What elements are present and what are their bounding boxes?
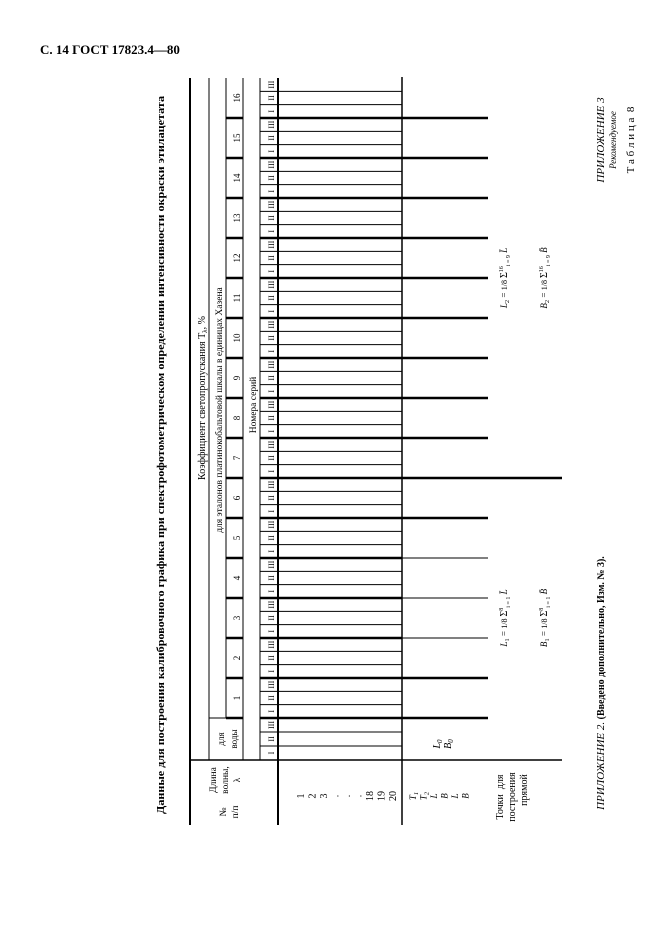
series-label-III: III <box>267 680 276 689</box>
points-label-line3: прямой <box>519 774 530 806</box>
series-label-I: I <box>267 229 276 233</box>
appendix-title: ПРИЛОЖЕНИЕ 3 <box>595 97 607 183</box>
col-num-line2: п/п <box>231 805 241 819</box>
page-header: С. 14 ГОСТ 17823.4—80 <box>40 42 180 57</box>
footnote <box>595 556 607 811</box>
series-label-III: III <box>267 320 276 329</box>
header-water-line1: для <box>216 732 226 746</box>
row-symbol: $T_2$ <box>418 791 431 801</box>
series-label-III: III <box>267 240 276 249</box>
col-wavelength-line2: волны, <box>221 766 231 794</box>
water-value: $B_0$ <box>443 739 455 749</box>
series-label-III: III <box>267 280 276 289</box>
formula: $B_2 = 1/8$ $\Sigma^{16}_{i = 9}$ B̄ <box>539 247 552 309</box>
series-label-II: II <box>267 335 276 341</box>
series-label-III: III <box>267 600 276 609</box>
series-label-I: I <box>267 149 276 153</box>
series-label-III: III <box>267 120 276 129</box>
series-label-II: II <box>267 655 276 661</box>
points-label-line2: построения <box>507 772 518 822</box>
series-label-I: I <box>267 189 276 193</box>
row-symbol: B <box>439 793 450 799</box>
series-label-III: III <box>267 560 276 569</box>
series-label-II: II <box>267 215 276 221</box>
row-symbol: B <box>460 793 471 799</box>
series-label-I: I <box>267 269 276 273</box>
standard-number: 6 <box>232 495 242 501</box>
standard-number: 7 <box>232 455 242 461</box>
row-number: 18 <box>365 791 376 801</box>
col-wavelength-line3: λ <box>233 777 243 783</box>
series-label-II: II <box>267 455 276 461</box>
standard-number: 10 <box>232 333 242 343</box>
row-number: 2 <box>307 793 319 799</box>
col-wavelength-line1: Длина <box>209 767 219 793</box>
series-label-I: I <box>267 709 276 713</box>
row-symbol: $T_1$ <box>408 791 420 801</box>
series-label-III: III <box>267 360 276 369</box>
series-label-III: III <box>267 160 276 169</box>
standard-number: 13 <box>232 213 242 223</box>
series-label-II: II <box>267 535 276 541</box>
standard-number: 11 <box>232 293 242 303</box>
series-label-I: I <box>267 349 276 353</box>
footnote-label: ПРИЛОЖЕНИЕ 2. <box>595 721 607 810</box>
standard-number: 12 <box>232 253 242 263</box>
series-label-III: III <box>267 480 276 489</box>
series-label-II: II <box>267 175 276 181</box>
series-label-III: III <box>267 520 276 529</box>
header-transmittance: Коэффициент светопропускания $T_\lambda$, % <box>197 316 209 480</box>
series-label-II: II <box>267 95 276 101</box>
standard-number: 9 <box>232 375 242 381</box>
series-label-II: II <box>267 695 276 701</box>
row-number: 19 <box>376 791 388 801</box>
standard-number: 3 <box>232 615 242 621</box>
series-label-I: I <box>267 389 276 393</box>
series-label-II: II <box>267 255 276 261</box>
header-series: Номера серий <box>249 376 259 434</box>
series-label-II: II <box>267 495 276 501</box>
water-value: $L_0$ <box>432 739 444 749</box>
header-standards: для эталонов платинокобальтовой шкалы в единицах Хазена <box>215 287 225 533</box>
standard-number: 15 <box>232 133 242 143</box>
table-title: Данные для построения калибровочного графика при спектрофотометрическом определении интенсивности окраски этилацетата <box>156 191 167 814</box>
formula: $L_2 = 1/8$ $\Sigma^{16}_{i = 9}$ L̄ <box>499 247 512 309</box>
row-number: . <box>330 794 342 798</box>
standard-number: 14 <box>232 173 242 183</box>
col-num-line1: № <box>219 807 229 817</box>
appendix-subtitle: Рекомендуемое <box>608 111 618 169</box>
series-label-I: I <box>267 109 276 113</box>
footnote-text: (Введено дополнительно, Изм. № 3). <box>596 556 607 722</box>
series-label-III: III <box>267 440 276 449</box>
row-number: 3 <box>319 793 330 799</box>
series-label-III: III <box>267 400 276 409</box>
series-label-III: III <box>267 200 276 209</box>
row-number: 1 <box>296 793 307 799</box>
standard-number: 16 <box>232 93 242 103</box>
header-water-line2: воды <box>229 729 239 749</box>
series-label-II: II <box>267 135 276 141</box>
series-label-I: I <box>267 549 276 553</box>
standard-number: 8 <box>232 415 242 421</box>
table-label: Т а б л и ц а 8 <box>625 106 637 174</box>
row-number: . <box>342 794 353 798</box>
row-symbol: L <box>429 793 439 799</box>
points-label-line1: Точки для <box>495 774 506 820</box>
row-number: 20 <box>388 791 399 801</box>
series-label-I: I <box>267 509 277 513</box>
series-label-I: I <box>267 589 276 593</box>
series-label-II: II <box>267 375 276 381</box>
series-label-I: I <box>267 469 276 473</box>
series-label-I: I <box>267 669 276 673</box>
standard-number: 4 <box>232 575 242 581</box>
series-label-II: II <box>267 575 276 581</box>
series-label-I: I <box>267 629 276 633</box>
series-label-II: II <box>267 615 276 621</box>
series-label-II: II <box>267 415 276 421</box>
series-label-III: III <box>267 80 276 89</box>
standard-number: 5 <box>232 535 242 541</box>
formula: $L_1 = 1/8$ $\Sigma^8_{i = 1}$ L̄ <box>499 589 512 647</box>
row-symbol: L <box>450 793 460 799</box>
formula: $B_1 = 1/8$ $\Sigma^8_{i = 1}$ B̄ <box>539 588 552 648</box>
water-series-label-II: II <box>267 736 276 742</box>
series-label-I: I <box>267 429 276 433</box>
series-label-I: I <box>267 309 276 313</box>
table-grid <box>190 77 562 825</box>
series-label-II: II <box>267 295 276 301</box>
water-series-label-III: III <box>267 721 276 729</box>
row-number: . <box>353 794 365 798</box>
series-label-III: III <box>267 640 276 649</box>
water-series-label-I: I <box>267 751 276 755</box>
standard-number: 1 <box>232 695 242 701</box>
table-cells <box>232 80 552 801</box>
standard-number: 2 <box>232 655 242 661</box>
